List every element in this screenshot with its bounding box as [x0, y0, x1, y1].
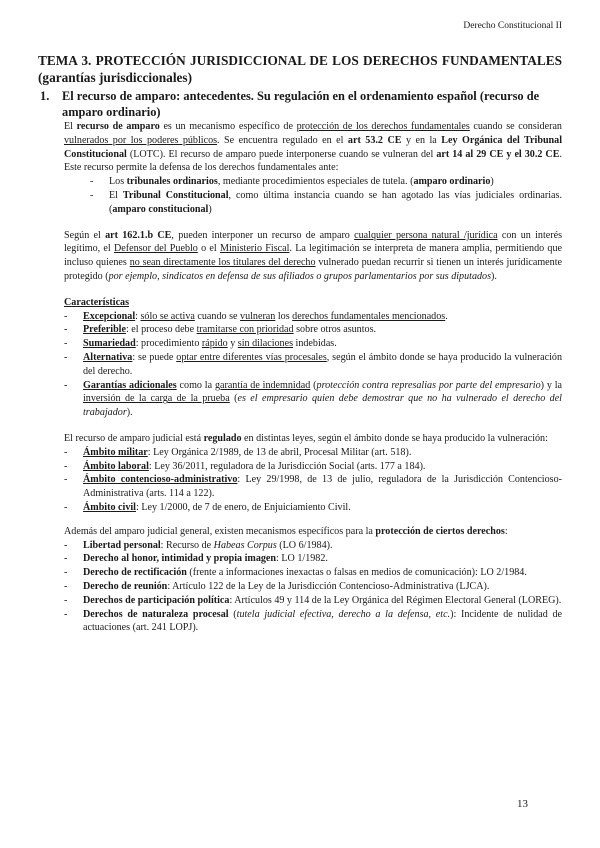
list-item: - Derechos de participación política: Artículos 49 y 114 de la Ley Orgánica del Régimen Electoral General (LOREG).	[64, 594, 562, 606]
characteristics-heading: Características	[64, 296, 130, 308]
list-item: - Preferible: el proceso debe tramitarse con prioridad sobre otros asuntos.	[64, 324, 377, 336]
list-item: - Ámbito civil: Ley 1/2000, de 7 de enero, de Enjuiciamiento Civil.	[64, 501, 351, 513]
specific-intro: Además del amparo judicial general, existen mecanismos específicos para la protección de ciertos derechos:	[64, 525, 508, 537]
specific-list	[64, 539, 562, 636]
list-item: - Derecho de reunión: Artículo 122 de la Ley de la Jurisdicción Contencioso-Administrativa (LJCA).	[64, 580, 490, 592]
section-number: 1.	[40, 89, 50, 103]
judicial-list	[64, 446, 562, 515]
list-item: - Derecho de rectificación (frente a informaciones inexactas o falsas en medios de comunicación): LO 2/1984.	[64, 567, 527, 579]
section-title: El recurso de amparo: antecedentes. Su regulación en el ordenamiento español (recurso de amparo ordinario)	[62, 89, 540, 119]
characteristics-list	[64, 310, 562, 420]
list-item: - Ámbito contencioso-administrativo: Ley 29/1998, de 13 de julio, reguladora de la Jurisdicción Contencioso-Administrativa (arts. 114 a 122).	[64, 474, 562, 500]
list-item: - Ámbito militar: Ley Orgánica 2/1989, de 13 de abril, Procesal Militar (art. 518).	[64, 446, 412, 458]
list-item: - Derecho al honor, intimidad y propia imagen: LO 1/1982.	[64, 553, 328, 565]
section-heading	[38, 89, 562, 120]
list-item: - Sumariedad: procedimiento rápido y sin dilaciones indebidas.	[64, 338, 337, 350]
list-item: - Alternativa: se puede optar entre diferentes vías procesales, según el ámbito donde se haya producido la vulneración del derecho.	[64, 351, 562, 377]
list-item: - Excepcional: sólo se activa cuando se vulneran los derechos fundamentales mencionados.	[64, 310, 448, 322]
list-item: - Ámbito laboral: Ley 36/2011, reguladora de la Jurisdicción Social (arts. 177 a 184).	[64, 460, 426, 472]
list-item: - Los tribunales ordinarios, mediante procedimientos especiales de tutela. (amparo ordinario)	[90, 176, 494, 188]
judicial-intro: El recurso de amparo judicial está regulado en distintas leyes, según el ámbito donde se haya producido la vulneración:	[64, 432, 548, 444]
running-header: Derecho Constitucional II	[463, 21, 562, 31]
list-item: - Garantías adicionales como la garantía de indemnidad (protección contra represalias por parte del empresario) y la inversión de la carga de la prueba (es el empresario quien debe demostrar que no ha vulnerado el derecho del trabajador).	[64, 379, 563, 419]
page-title: TEMA 3. PROTECCIÓN JURISDICCIONAL DE LOS DERECHOS FUNDAMENTALES (garantías jurisdiccionales)	[38, 53, 562, 85]
list-item: - El Tribunal Constitucional, como última instancia cuando se han agotado las vías judiciales ordinarias. (amparo constitucional)	[90, 189, 562, 215]
list-item: - Libertad personal: Recurso de Habeas Corpus (LO 6/1984).	[64, 539, 333, 551]
intro-paragraph: El recurso de amparo es un mecanismo específico de protección de los derechos fundamentales cuando se consideran vulnerados por los poderes públicos. Se encuentra regulado en el art 53.2 CE y en la Ley Orgánica del Tribunal Constitucional (LOTC). El recurso de amparo puede interponerse cuando se vulneran del art 14 al 29 CE y el 30.2 CE. Este recurso permite la defensa de los derechos fundamentales ante:	[64, 121, 563, 174]
list-item: - Derechos de naturaleza procesal (tutela judicial efectiva, derecho a la defensa, etc.): Incidente de nulidad de actuaciones (art. 241 LOPJ).	[64, 608, 563, 634]
intro-list	[90, 175, 562, 216]
legitimation-paragraph: Según el art 162.1.b CE, pueden interponer un recurso de amparo cualquier persona natural /jurídica con un interés legítimo, el Defensor del Pueblo o el Ministerio Fiscal. La legitimación se interpreta de manera amplia, permitiendo que incluso quienes no sean directamente los titulares del derecho vulnerado puedan recurrir si tienen un interés jurídicamente protegido (por ejemplo, sindicatos en defensa de sus afiliados o grupos parlamentarios por sus diputados).	[64, 229, 563, 282]
page-number: 13	[517, 798, 528, 810]
page-content	[38, 52, 562, 635]
